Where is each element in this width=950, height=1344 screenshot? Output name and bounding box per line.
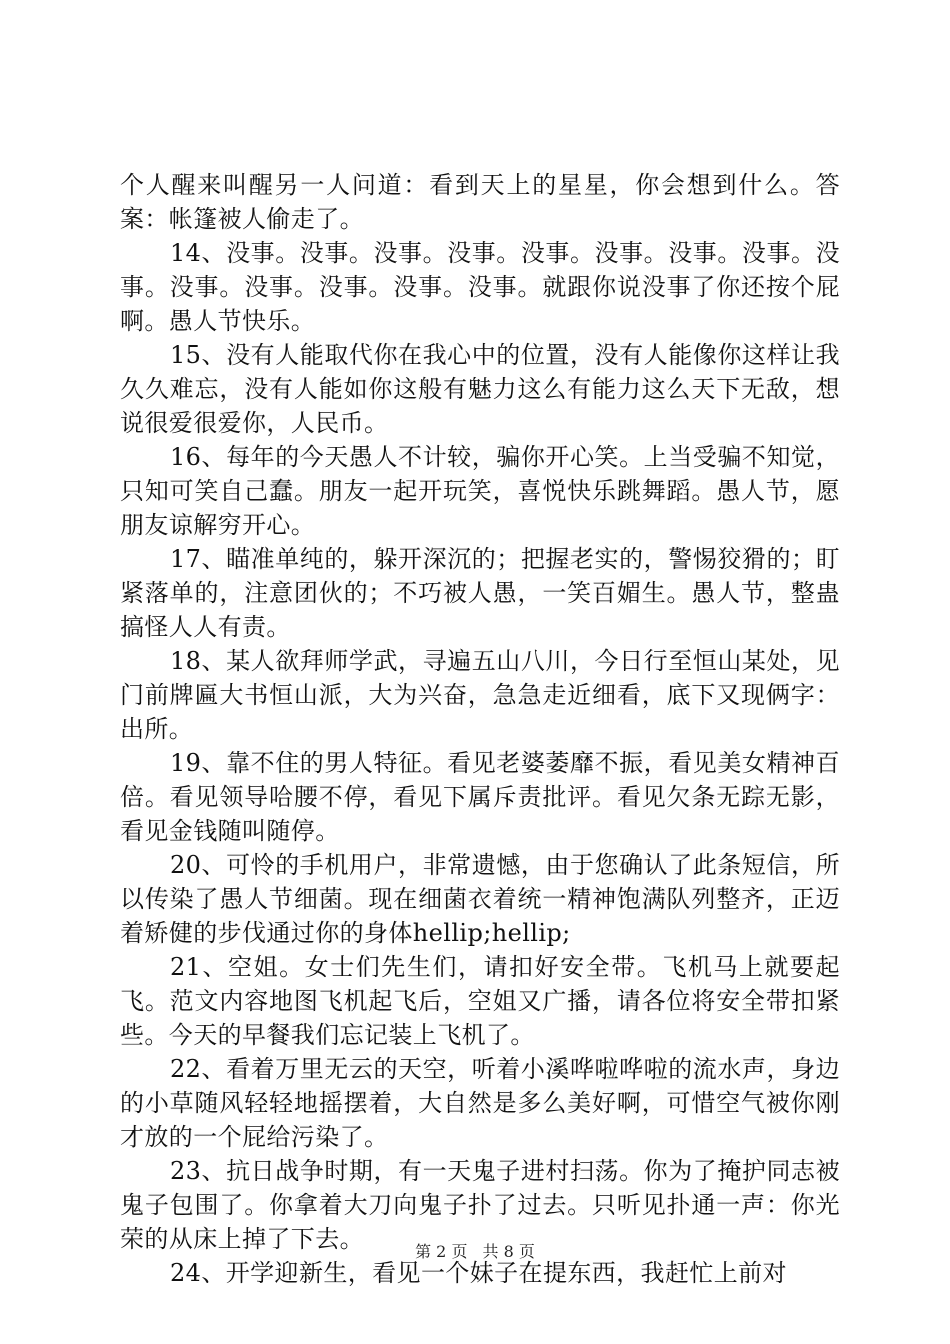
paragraph: 个人醒来叫醒另一人问道：看到天上的星星，你会想到什么。答案：帐篷被人偷走了。 (120, 171, 840, 233)
paragraph: 23、抗日战争时期，有一天鬼子进村扫荡。你为了掩护同志被鬼子包围了。你拿着大刀向鬼子扑了过去。只听见扑通一声：你光荣的从床上掉了下去。 (120, 1157, 840, 1253)
paragraph: 19、靠不住的男人特征。看见老婆萎靡不振，看见美女精神百倍。看见领导哈腰不停，看见下属斥责批评。看见欠条无踪无影，看见金钱随叫随停。 (120, 749, 840, 845)
document-body (120, 168, 840, 1290)
paragraph: 22、看着万里无云的天空，听着小溪哗啦哗啦的流水声，身边的小草随风轻轻地摇摆着，大自然是多么美好啊，可惜空气被你刚才放的一个屁给污染了。 (120, 1055, 840, 1151)
paragraph: 18、某人欲拜师学武，寻遍五山八川，今日行至恒山某处，见门前牌匾大书恒山派，大为兴奋，急急走近细看，底下又现俩字：出所。 (120, 647, 840, 743)
paragraph: 24、开学迎新生，看见一个妹子在提东西，我赶忙上前对 (170, 1259, 787, 1287)
page-total: 共 8 页 (482, 1242, 535, 1261)
paragraph: 15、没有人能取代你在我心中的位置，没有人能像你这样让我久久难忘，没有人能如你这般有魅力这么有能力这么天下无敌，想说很爱很爱你，人民币。 (120, 341, 840, 437)
paragraph: 16、每年的今天愚人不计较，骗你开心笑。上当受骗不知觉，只知可笑自己蠢。朋友一起开玩笑，喜悦快乐跳舞蹈。愚人节，愿朋友谅解穷开心。 (120, 443, 840, 539)
paragraph: 17、瞄准单纯的，躲开深沉的；把握老实的，警惕狡猾的；盯紧落单的，注意团伙的；不巧被人愚，一笑百媚生。愚人节，整蛊搞怪人人有责。 (120, 545, 840, 641)
page-footer (0, 1239, 950, 1262)
page-number: 第 2 页 (415, 1242, 468, 1261)
paragraph: 21、空姐。女士们先生们，请扣好安全带。飞机马上就要起飞。范文内容地图飞机起飞后，空姐又广播，请各位将安全带扣紧些。今天的早餐我们忘记装上飞机了。 (120, 953, 840, 1049)
paragraph: 20、可怜的手机用户，非常遗憾，由于您确认了此条短信，所以传染了愚人节细菌。现在细菌衣着统一精神饱满队列整齐，正迈着矫健的步伐通过你的身体hellip;hellip; (120, 851, 840, 947)
paragraph: 14、没事。没事。没事。没事。没事。没事。没事。没事。没事。没事。没事。没事。没事。没事。就跟你说没事了你还按个屁啊。愚人节快乐。 (120, 239, 840, 335)
